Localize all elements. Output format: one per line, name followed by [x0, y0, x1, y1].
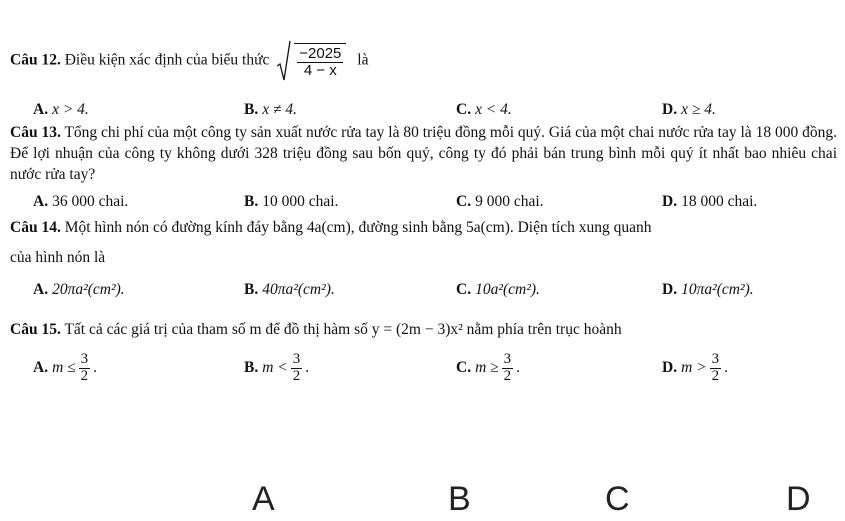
question-13	[10, 122, 837, 185]
radicand-numerator: −2025	[299, 45, 342, 63]
sqrt-radicand	[294, 43, 346, 79]
q15-option-d[interactable]: D. m > $\frac{3}{2}$ .	[662, 351, 728, 384]
question-12	[10, 40, 837, 82]
q12-option-c[interactable]: C. x < 4.	[456, 101, 512, 118]
question-14-line2	[10, 248, 837, 267]
q13-option-a[interactable]: A. 36 000 chai.	[33, 193, 129, 210]
question-12-number: Câu 12.	[10, 51, 61, 69]
question-14-number: Câu 14.	[10, 219, 61, 236]
q15-option-c[interactable]: C. m ≥ $\frac{3}{2}$ .	[456, 351, 521, 384]
radical-sign-icon	[277, 40, 291, 82]
question-12-text: Điều kiện xác định của biểu thức	[64, 51, 270, 69]
q14-option-c[interactable]: C. 10a²(cm²).	[456, 281, 540, 298]
q12-option-b[interactable]: B. x ≠ 4.	[244, 101, 297, 118]
question-14-options	[0, 280, 845, 302]
answer-letter-b: B	[448, 480, 471, 518]
q13-option-d[interactable]: D. 18 000 chai.	[662, 193, 758, 210]
question-14-text-line2: của hình nón là	[10, 249, 106, 266]
question-13-number: Câu 13.	[10, 124, 61, 141]
question-15	[10, 320, 837, 339]
answer-letter-a: A	[252, 480, 275, 518]
q13-option-b[interactable]: B. 10 000 chai.	[244, 193, 339, 210]
question-12-options	[0, 100, 845, 122]
q14-option-b[interactable]: B. 40πa²(cm²).	[244, 281, 335, 298]
radicand-denominator: 4 − x	[303, 62, 337, 79]
answer-letter-c: C	[605, 480, 630, 518]
question-15-number: Câu 15.	[10, 321, 61, 338]
q12-option-d[interactable]: D. x ≥ 4.	[662, 101, 716, 118]
q14-option-a[interactable]: A. 20πa²(cm²).	[33, 281, 125, 298]
question-12-text-after: là	[357, 51, 369, 69]
q15-option-a[interactable]: A. m ≤ $\frac{3}{2}$ .	[33, 351, 98, 384]
question-15-options	[0, 352, 845, 396]
answer-letter-d: D	[786, 480, 811, 518]
q12-option-a[interactable]: A. x > 4.	[33, 101, 89, 118]
q15-option-b[interactable]: B. m < $\frac{3}{2}$ .	[244, 351, 310, 384]
question-14	[10, 218, 837, 237]
q13-option-c[interactable]: C. 9 000 chai.	[456, 193, 544, 210]
sqrt-expression	[277, 40, 349, 82]
question-13-options	[0, 192, 845, 214]
q14-option-d[interactable]: D. 10πa²(cm²).	[662, 281, 754, 298]
question-13-text: Tổng chi phí của một công ty sản xuất nước rửa tay là 80 triệu đồng mỗi quý. Giá của một chai nước rửa tay là 18 000 đồng. Để lợi nhuận của công ty không dưới 328 triệu đồng sau bốn quý, công ty đó phải bán trung bình mỗi quý ít nhất bao nhiêu chai nước rửa tay?	[10, 124, 837, 183]
question-15-text: Tất cả các giá trị của tham số m để đồ thị hàm số y = (2m − 3)x² nằm phía trên trục hoành	[64, 321, 622, 338]
question-14-text-line1: Một hình nón có đường kính đáy bằng 4a(cm), đường sinh bằng 5a(cm). Diện tích xung quanh	[64, 219, 652, 236]
